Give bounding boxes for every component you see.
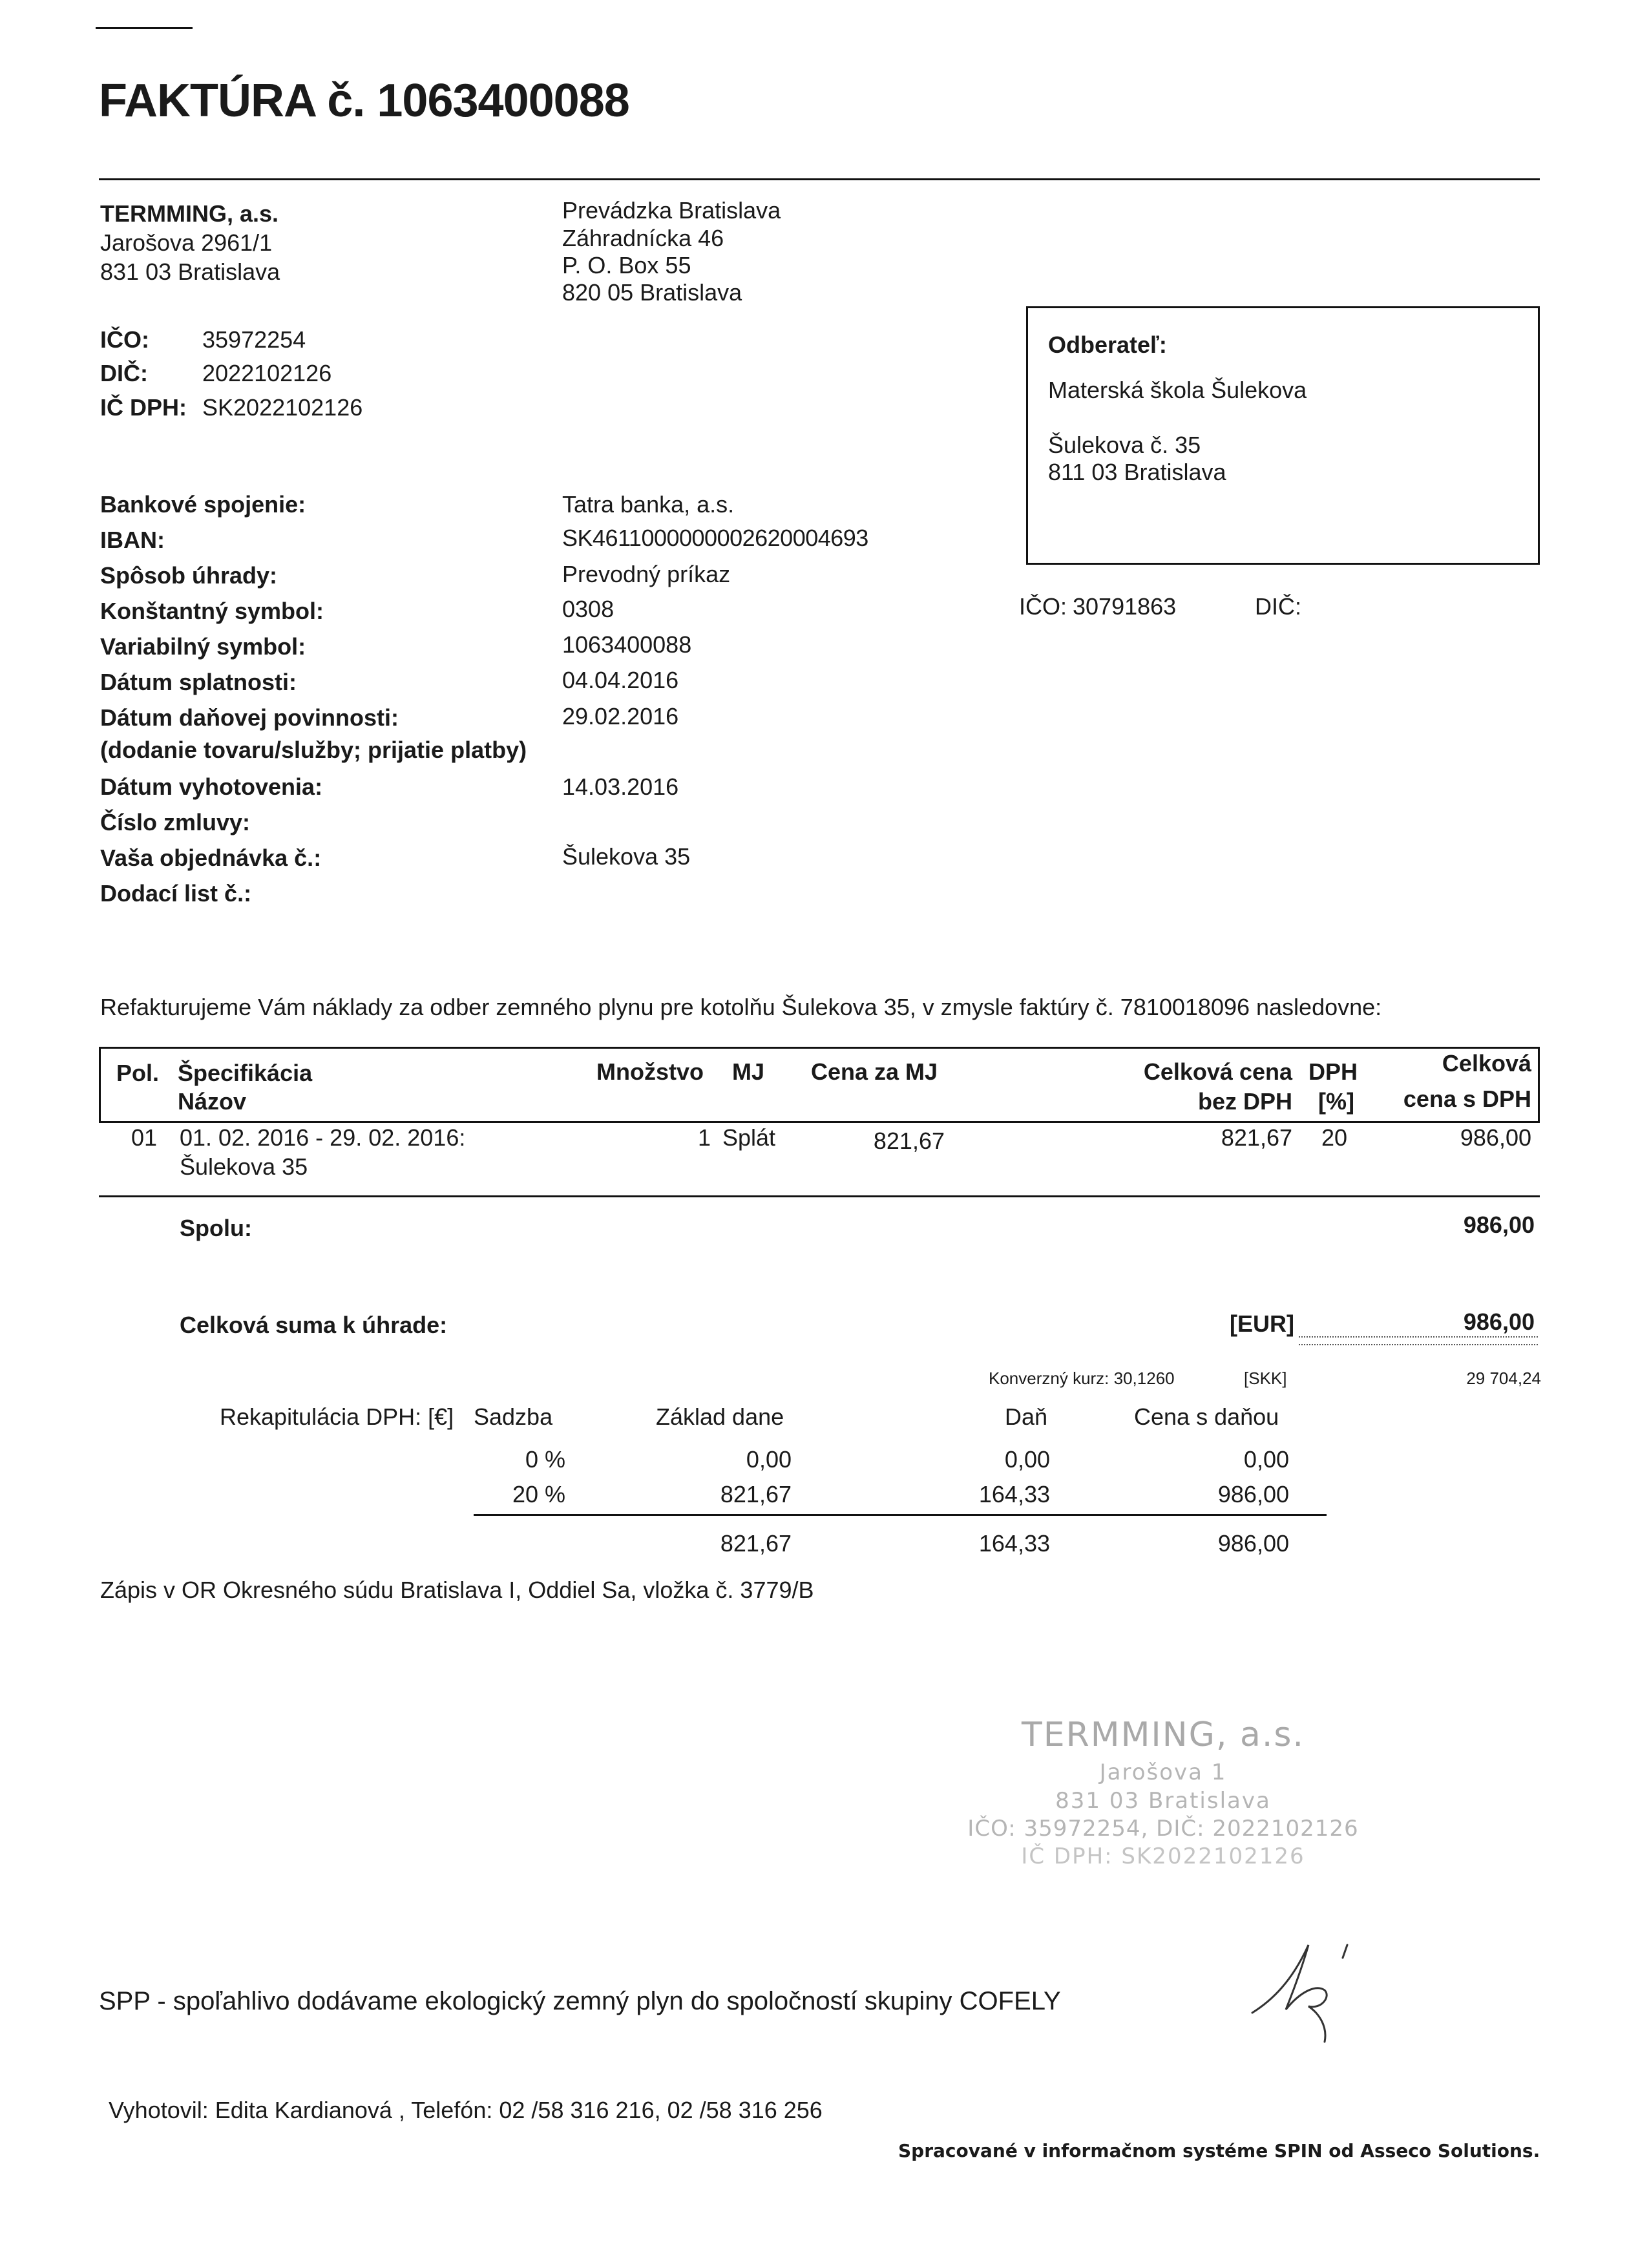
th-celkova-bez-2: bez DPH xyxy=(1197,1088,1292,1115)
footer-text: Spracované v informačnom systéme SPIN od Asseco Solutions. xyxy=(898,2140,1540,2161)
vat-row0-sadzba: 0 % xyxy=(525,1446,565,1473)
th-dph-2: [%] xyxy=(1318,1088,1354,1115)
row-mnozstvo: 1 xyxy=(697,1124,711,1151)
th-mnozstvo: Množstvo xyxy=(596,1058,704,1085)
due-date-label: Dátum splatnosti: xyxy=(100,669,297,695)
vat-th-dan: Daň xyxy=(1005,1403,1048,1430)
table-left-border xyxy=(99,1047,101,1123)
th-dph-1: DPH xyxy=(1308,1058,1358,1085)
vat-recap-label: Rekapitulácia DPH: [€] xyxy=(220,1403,454,1430)
total-underline xyxy=(1299,1336,1538,1345)
vat-row1-cena: 986,00 xyxy=(1217,1481,1289,1507)
vat-row0-dan: 0,00 xyxy=(1004,1446,1050,1473)
row-dph: 20 xyxy=(1321,1124,1348,1151)
vat-total-zaklad: 821,67 xyxy=(720,1530,792,1557)
stamp-line-1: TERMMING, a.s. xyxy=(1021,1716,1305,1754)
row-pol: 01 xyxy=(131,1124,158,1151)
vat-total-divider xyxy=(474,1514,1327,1516)
signature-icon xyxy=(1247,1929,1363,2045)
branch-line-2: Záhradnícka 46 xyxy=(562,225,724,251)
table-right-border xyxy=(1538,1047,1540,1123)
th-celkova-bez-1: Celková cena xyxy=(1143,1058,1292,1085)
conversion-label: Konverzný kurz: 30,1260 xyxy=(989,1369,1175,1388)
vat-total-dan: 164,33 xyxy=(978,1530,1050,1557)
customer-street: Šulekova č. 35 xyxy=(1048,432,1201,458)
slogan-text: SPP - spoľahlivo dodávame ekologický zemný plyn do spoločností skupiny COFELY xyxy=(99,1987,1061,2015)
stamp-line-2: Jarošova 1 xyxy=(1099,1759,1227,1785)
th-celkova-s-2: cena s DPH xyxy=(1403,1086,1531,1112)
vat-row0-cena: 0,00 xyxy=(1243,1446,1289,1473)
supplier-city: 831 03 Bratislava xyxy=(100,258,280,285)
scan-mark xyxy=(96,27,193,29)
table-bottom-border xyxy=(99,1195,1540,1197)
row-spec: 01. 02. 2016 - 29. 02. 2016: xyxy=(180,1124,466,1151)
order-number-value: Šulekova 35 xyxy=(562,843,691,870)
delivery-note-label: Dodací list č.: xyxy=(100,880,252,907)
iban-label: IBAN: xyxy=(100,527,165,553)
issue-date-label: Dátum vyhotovenia: xyxy=(100,773,323,800)
due-date-value: 04.04.2016 xyxy=(562,667,679,693)
order-number-label: Vaša objednávka č.: xyxy=(100,845,322,871)
vat-row1-sadzba: 20 % xyxy=(512,1481,565,1507)
row-cena-mj: 821,67 xyxy=(873,1128,945,1154)
vat-row0-zaklad: 0,00 xyxy=(746,1446,792,1473)
vat-row1-dan: 164,33 xyxy=(978,1481,1050,1507)
stamp-line-3: 831 03 Bratislava xyxy=(1055,1788,1271,1814)
table-header-bottom xyxy=(99,1121,1540,1123)
customer-ico-label: IČO: xyxy=(1019,593,1067,620)
th-spec: Špecifikácia xyxy=(178,1060,313,1086)
issue-date-value: 14.03.2016 xyxy=(562,773,679,800)
branch-line-1: Prevádzka Bratislava xyxy=(562,197,781,224)
supplier-name: TERMMING, a.s. xyxy=(100,200,279,227)
th-mj: MJ xyxy=(732,1058,765,1085)
supplier-ico-label: IČO: xyxy=(100,326,149,353)
th-pol: Pol. xyxy=(116,1060,160,1086)
constant-symbol-value: 0308 xyxy=(562,596,614,622)
company-stamp xyxy=(905,1716,1422,1884)
supplier-icdph: SK2022102126 xyxy=(202,394,363,421)
bank-value: Tatra banka, a.s. xyxy=(562,491,735,518)
vat-th-cena: Cena s daňou xyxy=(1134,1403,1279,1430)
prepared-by: Vyhotovil: Edita Kardianová , Telefón: 02 /58 316 216, 02 /58 316 256 xyxy=(109,2097,823,2123)
supplier-ico: 35972254 xyxy=(202,326,306,353)
tax-date-note: (dodanie tovaru/služby; prijatie platby) xyxy=(100,737,527,763)
stamp-line-4: IČO: 35972254, DIČ: 2022102126 xyxy=(967,1816,1359,1842)
th-nazov: Názov xyxy=(178,1088,247,1115)
variable-symbol-label: Variabilný symbol: xyxy=(100,633,306,660)
registry-text: Zápis v OR Okresného súdu Bratislava I, Oddiel Sa, vložka č. 3779/B xyxy=(100,1577,814,1603)
variable-symbol-value: 1063400088 xyxy=(562,631,692,658)
row-nazov: Šulekova 35 xyxy=(180,1153,308,1180)
vat-total-cena: 986,00 xyxy=(1217,1530,1289,1557)
supplier-dic-label: DIČ: xyxy=(100,360,148,386)
customer-city: 811 03 Bratislava xyxy=(1048,459,1226,485)
invoice-title: FAKTÚRA č. 1063400088 xyxy=(99,75,629,127)
title-divider xyxy=(99,178,1540,180)
vat-row1-zaklad: 821,67 xyxy=(720,1481,792,1507)
iban-value: SK4611000000002620004693 xyxy=(562,525,868,551)
total-currency: [EUR] xyxy=(1230,1310,1294,1337)
supplier-street: Jarošova 2961/1 xyxy=(100,229,273,256)
branch-line-4: 820 05 Bratislava xyxy=(562,279,742,306)
branch-line-3: P. O. Box 55 xyxy=(562,252,691,278)
customer-dic-label: DIČ: xyxy=(1255,593,1301,620)
bank-label: Bankové spojenie: xyxy=(100,491,306,518)
spolu-value: 986,00 xyxy=(1463,1212,1535,1238)
contract-number-label: Číslo zmluvy: xyxy=(100,809,251,835)
th-cena-mj: Cena za MJ xyxy=(811,1058,938,1085)
conversion-currency: [SKK] xyxy=(1244,1369,1287,1388)
vat-th-sadzba: Sadzba xyxy=(474,1403,553,1430)
customer-label: Odberateľ: xyxy=(1048,331,1167,358)
row-mj: Splát xyxy=(722,1124,776,1151)
spolu-label: Spolu: xyxy=(180,1215,252,1241)
stamp-line-5: IČ DPH: SK2022102126 xyxy=(1021,1843,1305,1869)
tax-date-value: 29.02.2016 xyxy=(562,703,679,730)
conversion-value: 29 704,24 xyxy=(1466,1369,1541,1388)
row-bez-dph: 821,67 xyxy=(1221,1124,1292,1151)
tax-date-label: Dátum daňovej povinnosti: xyxy=(100,704,399,731)
supplier-dic: 2022102126 xyxy=(202,360,332,386)
total-value: 986,00 xyxy=(1463,1308,1535,1335)
customer-ico: 30791863 xyxy=(1073,593,1177,620)
payment-method-value: Prevodný príkaz xyxy=(562,561,731,587)
constant-symbol-label: Konštantný symbol: xyxy=(100,598,324,624)
total-label: Celková suma k úhrade: xyxy=(180,1312,448,1338)
payment-method-label: Spôsob úhrady: xyxy=(100,562,278,589)
supplier-icdph-label: IČ DPH: xyxy=(100,394,187,421)
table-top-border xyxy=(99,1047,1540,1049)
row-s-dph: 986,00 xyxy=(1460,1124,1531,1151)
th-celkova-s-1: Celková xyxy=(1442,1050,1531,1076)
customer-name: Materská škola Šulekova xyxy=(1048,377,1307,403)
intro-text: Refakturujeme Vám náklady za odber zemného plynu pre kotolňu Šulekova 35, v zmysle faktúry č. 7810018096 nasledovne: xyxy=(100,994,1382,1020)
vat-th-zaklad: Základ dane xyxy=(656,1403,784,1430)
